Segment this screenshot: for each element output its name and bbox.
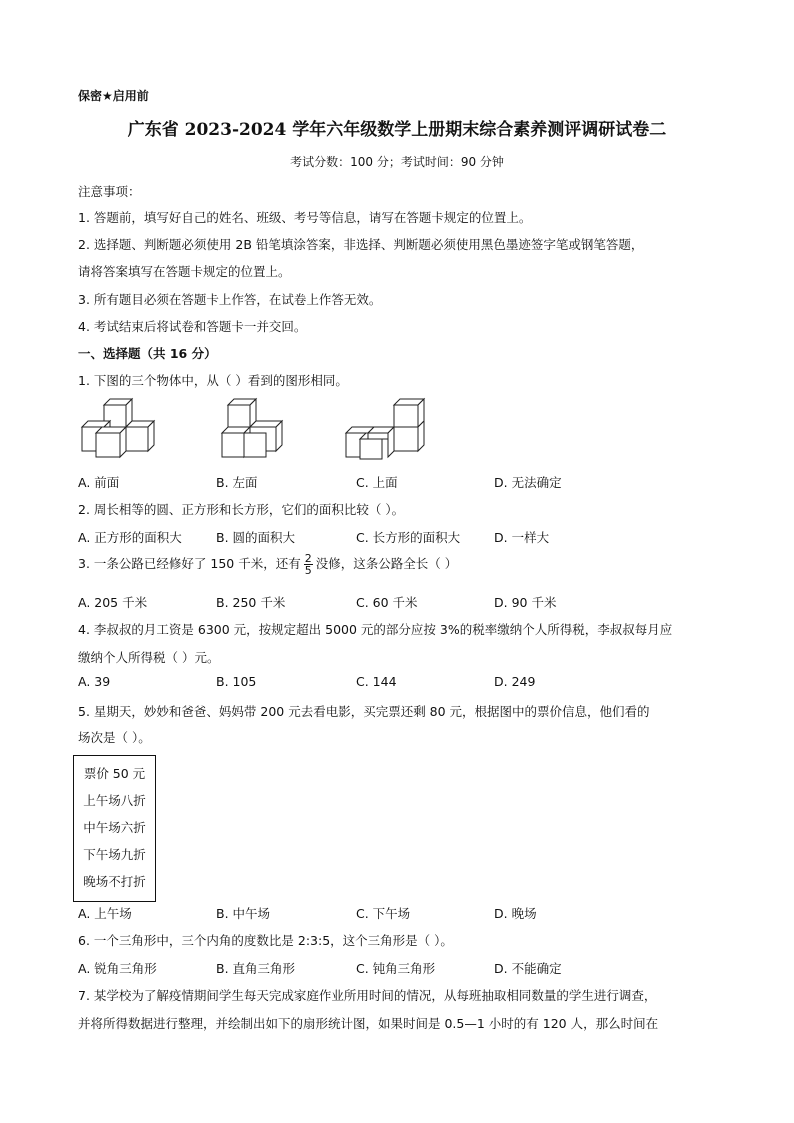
fraction-two-fifths xyxy=(304,553,313,576)
q4-option-c[interactable]: C. 144 xyxy=(356,674,397,689)
q3-option-a[interactable]: A. 205 千米 xyxy=(78,595,148,610)
price-line: 晚场不打折 xyxy=(83,874,146,889)
q2-option-c[interactable]: C. 长方形的面积大 xyxy=(356,530,461,545)
q1-option-c[interactable]: C. 上面 xyxy=(356,475,398,490)
notice-heading: 注意事项： xyxy=(78,184,141,199)
q5-option-d[interactable]: D. 晚场 xyxy=(494,906,537,921)
question-3 xyxy=(78,553,457,576)
price-line: 下午场九折 xyxy=(83,847,146,862)
q3-option-d[interactable]: D. 90 千米 xyxy=(494,595,557,610)
q6-option-a[interactable]: A. 锐角三角形 xyxy=(78,961,157,976)
q3-text-after: 没修，这条公路全长（ ） xyxy=(315,556,458,571)
q2-option-d[interactable]: D. 一样大 xyxy=(494,530,550,545)
q5-option-c[interactable]: C. 下午场 xyxy=(356,906,411,921)
fraction-denominator: 5 xyxy=(304,564,312,577)
cube-figure-1 xyxy=(76,393,162,459)
q4-option-d[interactable]: D. 249 xyxy=(494,674,536,689)
cube-figure-2 xyxy=(218,393,294,459)
question-2: 2. 周长相等的圆、正方形和长方形，它们的面积比较（ ）。 xyxy=(78,502,405,517)
price-line: 上午场八折 xyxy=(83,793,146,808)
question-1: 1. 下图的三个物体中，从（ ）看到的图形相同。 xyxy=(78,373,348,388)
notice-item: 3. 所有题目必须在答题卡上作答，在试卷上作答无效。 xyxy=(78,292,382,307)
q6-option-d[interactable]: D. 不能确定 xyxy=(494,961,562,976)
q3-option-c[interactable]: C. 60 千米 xyxy=(356,595,418,610)
cube-figure-3 xyxy=(342,393,432,463)
question-7-line-2: 并将所得数据进行整理，并绘制出如下的扇形统计图，如果时间是 0.5—1 小时的有 120 人，那么时间在 xyxy=(78,1016,659,1031)
question-5-line-2: 场次是（ ）。 xyxy=(78,730,151,745)
q4-option-b[interactable]: B. 105 xyxy=(216,674,257,689)
price-line: 中午场六折 xyxy=(83,820,146,835)
q3-option-b[interactable]: B. 250 千米 xyxy=(216,595,286,610)
confidential-mark: 保密★启用前 xyxy=(78,89,149,103)
q1-option-a[interactable]: A. 前面 xyxy=(78,475,120,490)
section-heading: 一、选择题（共 16 分） xyxy=(78,346,217,361)
q4-option-a[interactable]: A. 39 xyxy=(78,674,111,689)
notice-item: 4. 考试结束后将试卷和答题卡一并交回。 xyxy=(78,319,307,334)
q5-option-a[interactable]: A. 上午场 xyxy=(78,906,132,921)
q6-option-b[interactable]: B. 直角三角形 xyxy=(216,961,296,976)
q1-option-b[interactable]: B. 左面 xyxy=(216,475,258,490)
question-6: 6. 一个三角形中，三个内角的度数比是 2:3:5，这个三角形是（ ）。 xyxy=(78,933,453,948)
ticket-price-box xyxy=(73,755,156,902)
fraction-numerator: 2 xyxy=(304,552,312,565)
q3-text-before: 3. 一条公路已经修好了 150 千米，还有 xyxy=(78,556,301,571)
price-line: 票价 50 元 xyxy=(83,766,146,781)
notice-item: 请将答案填写在答题卡规定的位置上。 xyxy=(78,264,291,279)
q2-option-a[interactable]: A. 正方形的面积大 xyxy=(78,530,182,545)
question-4-line-1: 4. 李叔叔的月工资是 6300 元，按规定超出 5000 元的部分应按 3%的税率缴纳个人所得税，李叔叔每月应 xyxy=(78,622,673,637)
q6-option-c[interactable]: C. 钝角三角形 xyxy=(356,961,436,976)
exam-subtitle: 考试分数：100 分；考试时间：90 分钟 xyxy=(290,155,504,169)
q2-option-b[interactable]: B. 圆的面积大 xyxy=(216,530,296,545)
q5-option-b[interactable]: B. 中午场 xyxy=(216,906,271,921)
exam-title: 广东省 2023-2024 学年六年级数学上册期末综合素养测评调研试卷二 xyxy=(127,120,667,140)
question-5-line-1: 5. 星期天，妙妙和爸爸、妈妈带 200 元去看电影，买完票还剩 80 元，根据图中的票价信息，他们看的 xyxy=(78,704,650,719)
question-4-line-2: 缴纳个人所得税（ ）元。 xyxy=(78,650,220,665)
notice-item: 1. 答题前，填写好自己的姓名、班级、考号等信息，请写在答题卡规定的位置上。 xyxy=(78,210,532,225)
question-7-line-1: 7. 某学校为了解疫情期间学生每天完成家庭作业所用时间的情况，从每班抽取相同数量的学生进行调查， xyxy=(78,988,657,1003)
notice-item: 2. 选择题、判断题必须使用 2B 铅笔填涂答案，非选择、判断题必须使用黑色墨迹签字笔或钢笔答题， xyxy=(78,237,644,252)
q1-option-d[interactable]: D. 无法确定 xyxy=(494,475,562,490)
